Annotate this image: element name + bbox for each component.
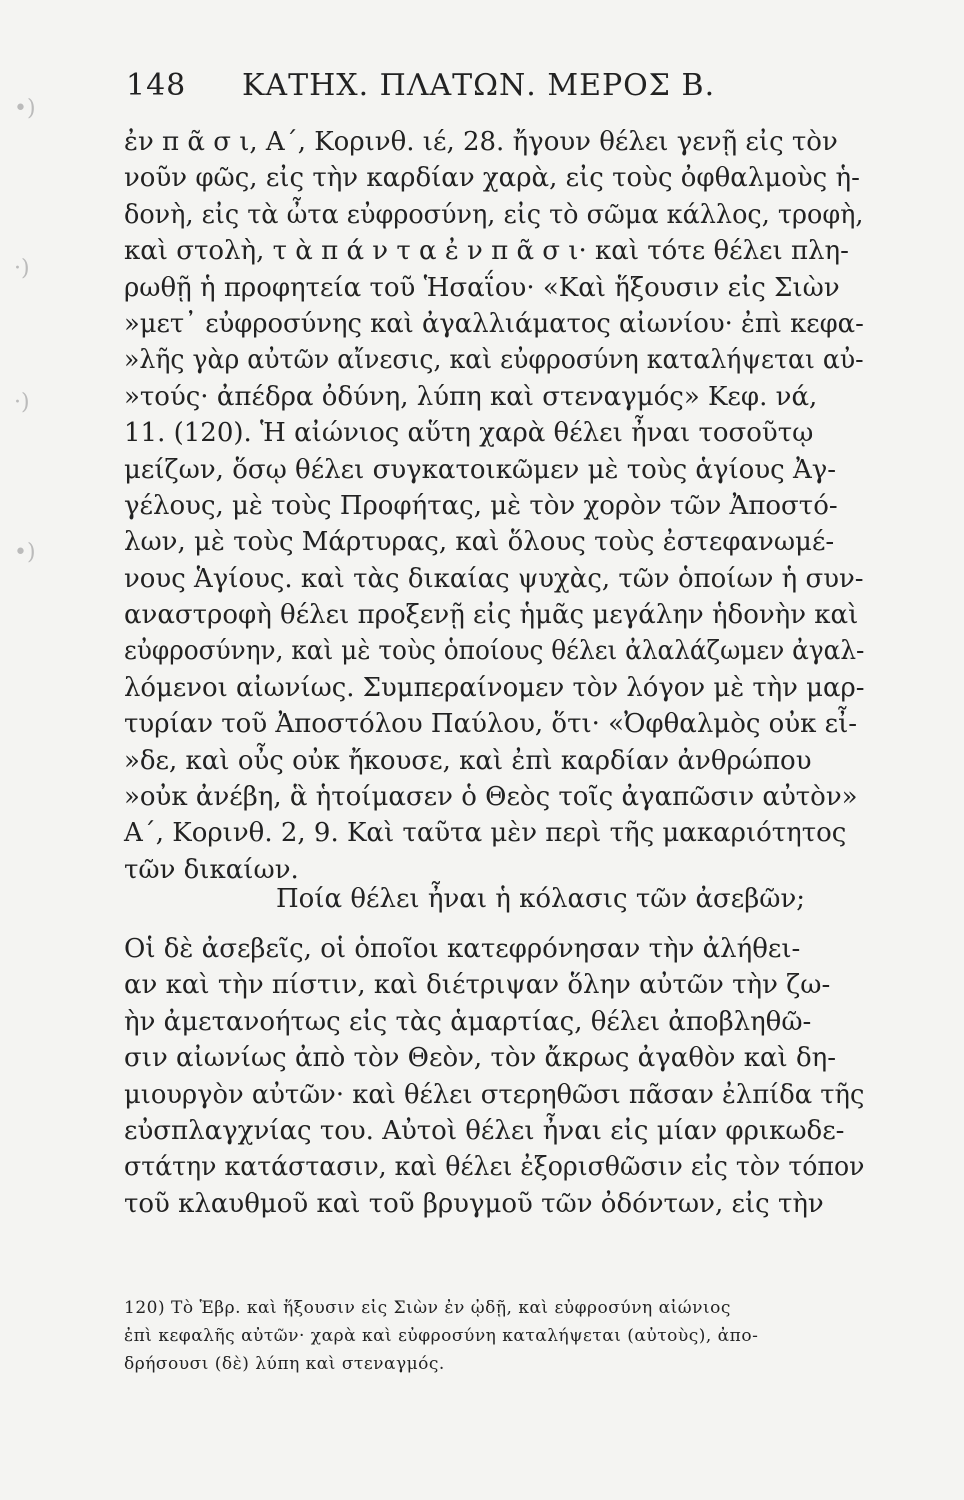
- text-line: ἐν π ᾶ σ ι, Α΄, Κορινθ. ιέ, 28. ἤγουν θέλει γενῇ εἰς τὸν: [124, 127, 838, 157]
- text-line: καὶ στολὴ, τ ὰ π ά ν τ α ἐ ν π ᾶ σ ι· καὶ τότε θέλει πλη-: [124, 236, 849, 267]
- text-line: αν καὶ τὴν πίστιν, καὶ διέτριψαν ὅλην αὐτῶν τὴν ζω-: [124, 970, 831, 1001]
- text-line: λων, μὲ τοὺς Μάρτυρας, καὶ ὅλους τοὺς ἐστεφανωμέ-: [124, 527, 835, 558]
- text-line: λόμενοι αἰωνίως. Συμπεραίνομεν τὸν λόγον μὲ τὴν μαρ-: [124, 672, 865, 703]
- text-line: γέλους, μὲ τοὺς Προφήτας, μὲ τὸν χορὸν τῶν Ἀποστό-: [124, 490, 838, 521]
- text-line: τυρίαν τοῦ Ἀποστόλου Παύλου, ὅτι· «Ὀφθαλμὸς οὐκ εἶ-: [124, 709, 858, 740]
- question-heading: Ποία θέλει ἦναι ἡ κόλασις τῶν ἀσεβῶν;: [276, 884, 806, 914]
- text-line: νους Ἁγίους. καὶ τὰς δικαίας ψυχὰς, τῶν ὁποίων ἡ συν-: [124, 563, 864, 594]
- text-line: ρωθῇ ἡ προφητεία τοῦ Ἡσαΐου· «Καὶ ἥξουσιν εἰς Σιὼν: [124, 272, 840, 303]
- text-line: 11. (120). Ἡ αἰώνιος αὕτη χαρὰ θέλει ἦναι τοσοῦτῳ: [124, 418, 814, 449]
- text-line: εὐσπλαγχνίας του. Αὐτοὶ θέλει ἦναι εἰς μίαν φρικωδε-: [124, 1115, 845, 1146]
- text-line: αναστροφὴ θέλει προξενῇ εἰς ἡμᾶς μεγάλην ἡδονὴν καὶ: [124, 600, 859, 631]
- text-line: στάτην κατάστασιν, καὶ θέλει ἐξορισθῶσιν εἰς τὸν τόπον: [124, 1152, 865, 1183]
- text-line: σιν αἰωνίως ἀπὸ τὸν Θεὸν, τὸν ἄκρως ἀγαθὸν καὶ δη-: [124, 1043, 836, 1074]
- text-line: νοῦν φῶς, εἰς τὴν καρδίαν χαρὰ, εἰς τοὺς ὀφθαλμοὺς ἡ-: [124, 163, 860, 194]
- text-line: Α΄, Κορινθ. 2, 9. Καὶ ταῦτα μὲν περὶ τῆς μακαριότητος: [124, 818, 847, 849]
- text-line: »λῆς γὰρ αὐτῶν αἴνεσις, καὶ εὐφροσύνη καταλήψεται αὐ-: [124, 345, 864, 376]
- main-text: [124, 124, 864, 888]
- margin-mark: •): [14, 96, 36, 121]
- margin-mark: ·): [14, 256, 30, 281]
- page-header: [126, 68, 866, 108]
- text-line: Οἱ δὲ ἀσεβεῖς, οἱ ὁποῖοι κατεφρόνησαν τὴν ἀλήθει-: [124, 934, 801, 964]
- text-line: »δε, καὶ οὖς οὐκ ἤκουσε, καὶ ἐπὶ καρδίαν ἀνθρώπου: [124, 745, 812, 776]
- answer-text: [124, 932, 864, 1223]
- text-line: τῶν δικαίων.: [124, 854, 299, 885]
- text-line: τοῦ κλαυθμοῦ καὶ τοῦ βρυγμοῦ τῶν ὀδόντων, εἰς τὴν: [124, 1188, 824, 1219]
- text-line: μιουργὸν αὐτῶν· καὶ θέλει στερηθῶσι πᾶσαν ἐλπίδα τῆς: [124, 1079, 865, 1110]
- footnote-line: 120) Τὸ Ἑβρ. καὶ ἥξουσιν εἰς Σιὼν ἐν ᾠδῇ, καὶ εὐφροσύνη αἰώνιος: [124, 1298, 731, 1318]
- margin-mark: •): [14, 540, 36, 565]
- text-line: μείζων, ὅσῳ θέλει συγκατοικῶμεν μὲ τοὺς ἁγίους Ἀγ-: [124, 454, 837, 485]
- footnote-line: ἐπὶ κεφαλῆς αὐτῶν· χαρὰ καὶ εὐφροσύνη καταλήψεται (αὐτοὺς), ἀπο-: [124, 1326, 759, 1346]
- text-line: »μετ᾽ εὐφροσύνης καὶ ἀγαλλιάματος αἰωνίου· ἐπὶ κεφα-: [124, 308, 864, 339]
- text-line: »τούς· ἀπέδρα ὀδύνη, λύπη καὶ στεναγμός» Κεφ. νά,: [124, 381, 818, 412]
- text-line: ὴν ἀμετανοήτως εἰς τὰς ἁμαρτίας, θέλει ἀποβληθῶ-: [124, 1006, 812, 1037]
- footnote-line: δρήσουσι (δὲ) λύπη καὶ στεναγμός.: [124, 1354, 445, 1374]
- text-line: δονὴ, εἰς τὰ ὦτα εὐφροσύνη, εἰς τὸ σῶμα κάλλος, τροφὴ,: [124, 199, 864, 230]
- text-line: »οὐκ ἀνέβη, ἃ ἡτοίμασεν ὁ Θεὸς τοῖς ἀγαπῶσιν αὐτὸν»: [124, 782, 858, 813]
- text-line: εὐφροσύνην, καὶ μὲ τοὺς ὁποίους θέλει ἀλαλάζωμεν ἀγαλ-: [124, 636, 865, 667]
- footnote: [124, 1294, 864, 1378]
- page-number: 148: [126, 68, 187, 103]
- running-title: ΚΑΤΗΧ. ΠΛΑΤΩΝ. ΜΕΡΟΣ Β.: [242, 68, 716, 103]
- margin-mark: ·): [14, 390, 30, 415]
